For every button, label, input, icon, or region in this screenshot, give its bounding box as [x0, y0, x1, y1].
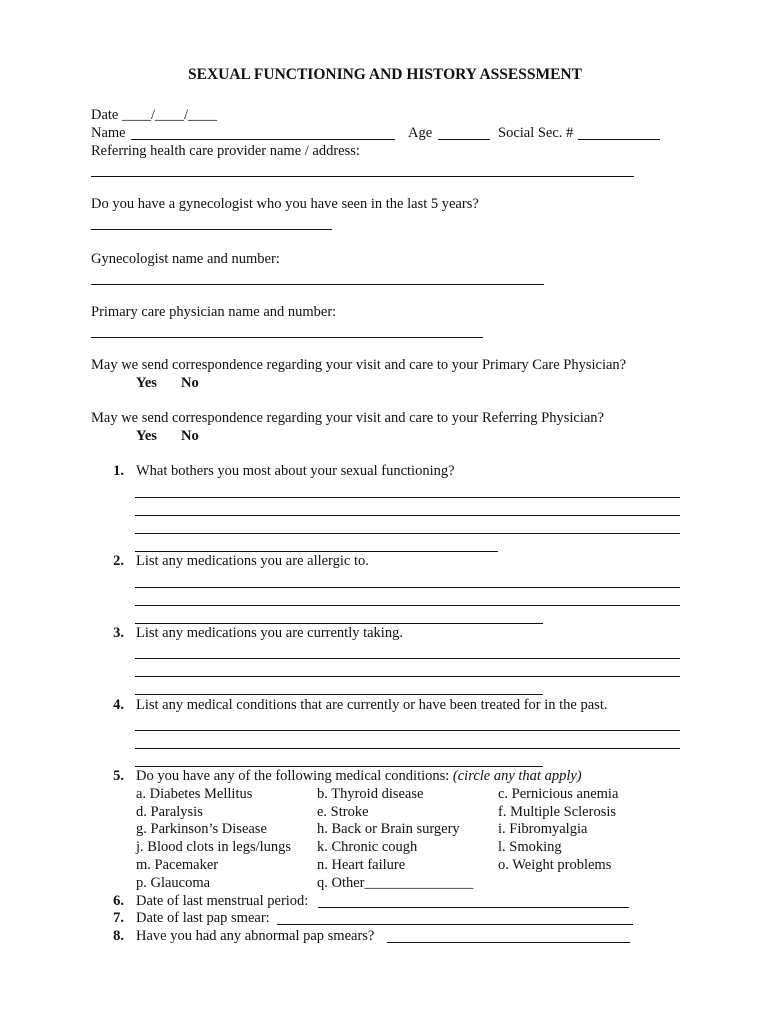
- condition-option[interactable]: h. Back or Brain surgery: [317, 821, 460, 837]
- page-title: SEXUAL FUNCTIONING AND HISTORY ASSESSMENT: [188, 66, 582, 83]
- condition-option[interactable]: e. Stroke: [317, 804, 369, 820]
- condition-option[interactable]: b. Thyroid disease: [317, 786, 424, 802]
- abnormal-pap-field[interactable]: [387, 942, 630, 943]
- question-number: 4.: [113, 697, 124, 713]
- condition-option[interactable]: m. Pacemaker: [136, 857, 219, 873]
- gyn-answer-field[interactable]: [91, 229, 332, 230]
- gyn-name-field[interactable]: [91, 284, 544, 285]
- name-field[interactable]: [131, 139, 395, 140]
- condition-option[interactable]: k. Chronic cough: [317, 839, 418, 855]
- question-8-text: Have you had any abnormal pap smears?: [136, 928, 375, 944]
- answer-line[interactable]: [135, 497, 680, 498]
- condition-option[interactable]: c. Pernicious anemia: [498, 786, 619, 802]
- answer-line[interactable]: [135, 605, 680, 606]
- answer-line[interactable]: [135, 766, 543, 767]
- age-field[interactable]: [438, 139, 490, 140]
- question-number: 5.: [113, 768, 124, 784]
- condition-option[interactable]: f. Multiple Sclerosis: [498, 804, 617, 820]
- question-7-text: Date of last pap smear:: [136, 910, 270, 926]
- age-label: Age: [408, 125, 433, 141]
- question-5-note: (circle any that apply): [452, 768, 582, 784]
- condition-option[interactable]: i. Fibromyalgia: [498, 821, 588, 837]
- condition-option[interactable]: o. Weight problems: [498, 857, 612, 873]
- pcp-no-option[interactable]: No: [181, 375, 199, 391]
- ref-no-option[interactable]: No: [181, 428, 199, 444]
- answer-line[interactable]: [135, 515, 680, 516]
- question-6-text: Date of last menstrual period:: [136, 893, 309, 909]
- question-number: 1.: [113, 463, 124, 479]
- question-number: 3.: [113, 625, 124, 641]
- answer-line[interactable]: [135, 676, 680, 677]
- condition-option[interactable]: j. Blood clots in legs/lungs: [136, 839, 292, 855]
- condition-option[interactable]: a. Diabetes Mellitus: [136, 786, 253, 802]
- question-2-text: List any medications you are allergic to.: [136, 553, 369, 569]
- answer-line[interactable]: [135, 730, 680, 731]
- name-label: Name: [91, 125, 126, 141]
- condition-option[interactable]: d. Paralysis: [136, 804, 203, 820]
- pcp-field[interactable]: [91, 337, 483, 338]
- question-number: 8.: [113, 928, 124, 944]
- gyn-name-label: Gynecologist name and number:: [91, 251, 280, 267]
- correspondence-ref-question: May we send correspondence regarding your visit and care to your Referring Physician?: [91, 410, 604, 426]
- ssn-field[interactable]: [578, 139, 660, 140]
- question-5-text: Do you have any of the following medical conditions: (circle any that apply): [136, 768, 582, 784]
- condition-option[interactable]: l. Smoking: [498, 839, 562, 855]
- referring-label: Referring health care provider name / address:: [91, 143, 360, 159]
- question-4-text: List any medical conditions that are currently or have been treated for in the past.: [136, 697, 608, 713]
- answer-line[interactable]: [135, 658, 680, 659]
- question-number: 7.: [113, 910, 124, 926]
- menstrual-date-field[interactable]: [318, 907, 629, 908]
- date-label: Date ____/____/____: [91, 107, 218, 123]
- answer-line[interactable]: [135, 551, 498, 552]
- answer-line[interactable]: [135, 587, 680, 588]
- question-number: 2.: [113, 553, 124, 569]
- condition-option[interactable]: n. Heart failure: [317, 857, 406, 873]
- condition-option[interactable]: g. Parkinson’s Disease: [136, 821, 267, 837]
- ssn-label: Social Sec. #: [498, 125, 574, 141]
- question-1-text: What bothers you most about your sexual functioning?: [136, 463, 455, 479]
- pcp-label: Primary care physician name and number:: [91, 304, 337, 320]
- ref-yes-option[interactable]: Yes: [136, 428, 157, 444]
- referring-field[interactable]: [91, 176, 634, 177]
- question-3-text: List any medications you are currently taking.: [136, 625, 403, 641]
- correspondence-pcp-question: May we send correspondence regarding your visit and care to your Primary Care Physician?: [91, 357, 627, 373]
- question-number: 6.: [113, 893, 124, 909]
- condition-option[interactable]: q. Other_______________: [317, 875, 474, 891]
- answer-line[interactable]: [135, 694, 543, 695]
- answer-line[interactable]: [135, 748, 680, 749]
- condition-option[interactable]: p. Glaucoma: [136, 875, 211, 891]
- gyn-question: Do you have a gynecologist who you have seen in the last 5 years?: [91, 196, 479, 212]
- pap-date-field[interactable]: [277, 924, 633, 925]
- answer-line[interactable]: [135, 623, 543, 624]
- pcp-yes-option[interactable]: Yes: [136, 375, 157, 391]
- answer-line[interactable]: [135, 533, 680, 534]
